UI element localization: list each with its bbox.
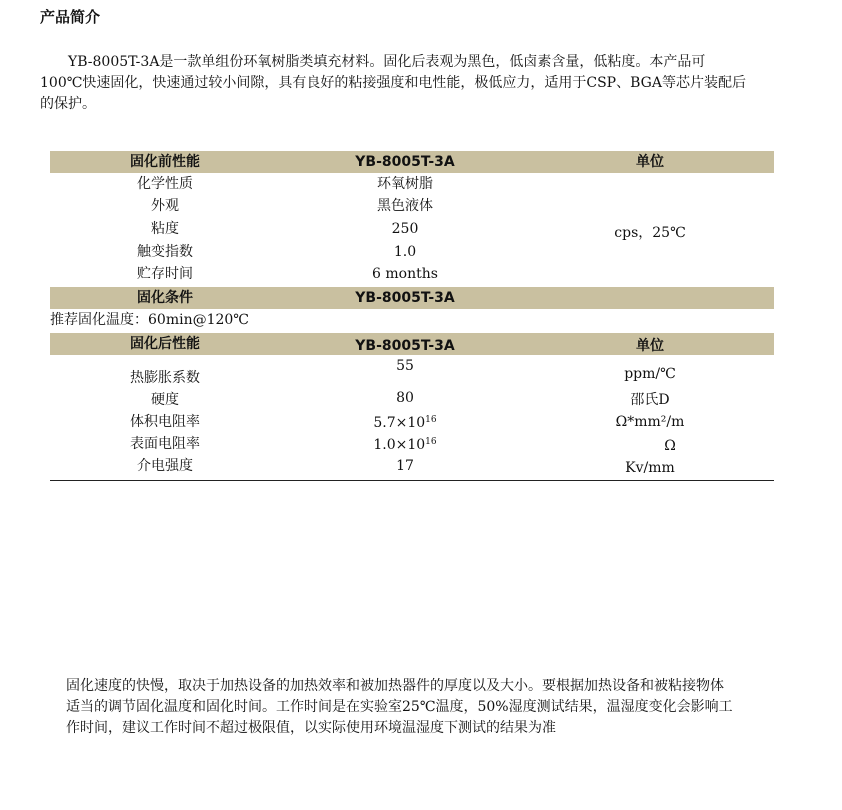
- value-base: 1.0×10: [373, 437, 426, 453]
- post-row-value: [350, 431, 460, 456]
- post-cure-header-product: YB-8005T-3A: [355, 338, 455, 354]
- section-heading: 产品简介: [40, 8, 101, 26]
- post-cure-header-unit: 单位: [636, 338, 664, 354]
- table-bottom-rule: [50, 480, 774, 481]
- pre-row-name: 粘度: [151, 221, 179, 237]
- cure-condition-header: [50, 287, 774, 309]
- pre-row-value: 黑色液体: [377, 198, 433, 214]
- properties-table: [50, 151, 774, 482]
- pre-row-value: 250: [391, 221, 419, 237]
- note-line-3: 作时间，建议工作时间不超过极限值，以实际使用环境温湿度下测试的结果为准: [66, 720, 556, 736]
- pre-row-name: 化学性质: [137, 176, 193, 192]
- post-cure-header: [50, 333, 774, 355]
- post-row-name: 热膨胀系数: [130, 370, 200, 386]
- pre-row-value: 环氧树脂: [377, 176, 433, 192]
- pre-cure-header-unit: 单位: [636, 154, 664, 170]
- post-row-name: 体积电阻率: [130, 414, 200, 430]
- post-row-value: 17: [396, 458, 414, 474]
- pre-cure-header: [50, 151, 774, 173]
- post-row-unit: Kv/mm: [625, 460, 675, 476]
- post-row-unit: ppm/℃: [624, 366, 676, 382]
- curing-note: [66, 676, 790, 739]
- post-row-unit: Ω: [664, 438, 676, 454]
- pre-cure-header-label: 固化前性能: [130, 154, 200, 170]
- post-row-unit: Ω*mm²/m: [615, 414, 685, 430]
- note-line-2: 适当的调节固化温度和固化时间。工作时间是在实验室25℃温度，50%湿度测试结果，温湿度变化会影响工: [66, 699, 733, 715]
- intro-line-1: YB-8005T-3A是一款单组份环氧树脂类填充材料。固化后表观为黑色，低卤素含量，低粘度。本产品可: [68, 54, 706, 70]
- pre-row-name: 外观: [151, 198, 179, 214]
- post-row-value: 55: [396, 358, 414, 374]
- post-row-name: 硬度: [151, 392, 179, 408]
- pre-unit: cps，25℃: [614, 225, 686, 241]
- cure-condition-header-label: 固化条件: [137, 290, 193, 306]
- post-row-name: 表面电阻率: [130, 436, 200, 452]
- intro-paragraph: [40, 52, 810, 115]
- pre-cure-header-product: YB-8005T-3A: [355, 154, 455, 170]
- pre-row-value: 6 months: [372, 266, 438, 282]
- note-line-1: 固化速度的快慢，取决于加热设备的加热效率和被加热器件的厚度以及大小。要根据加热设备和被粘接物体: [66, 678, 724, 694]
- value-exponent: 16: [425, 415, 437, 425]
- post-row-unit: 邵氏D: [630, 392, 670, 408]
- pre-row-name: 触变指数: [137, 244, 193, 260]
- pre-row-value: 1.0: [393, 244, 417, 260]
- value-exponent: 16: [425, 437, 437, 447]
- intro-line-2: 100℃快速固化，快速通过较小间隙，具有良好的粘接强度和电性能，极低应力，适用于CSP、BGA等芯片装配后: [40, 75, 746, 91]
- post-row-name: 介电强度: [137, 458, 193, 474]
- intro-line-3: 的保护。: [40, 96, 96, 112]
- cure-condition-text: 推荐固化温度：60min@120℃: [50, 312, 249, 328]
- value-base: 5.7×10: [373, 415, 426, 431]
- cure-condition-header-product: YB-8005T-3A: [355, 290, 455, 306]
- pre-row-name: 贮存时间: [137, 266, 193, 282]
- post-cure-header-label: 固化后性能: [130, 336, 200, 352]
- post-row-value: 80: [396, 390, 414, 406]
